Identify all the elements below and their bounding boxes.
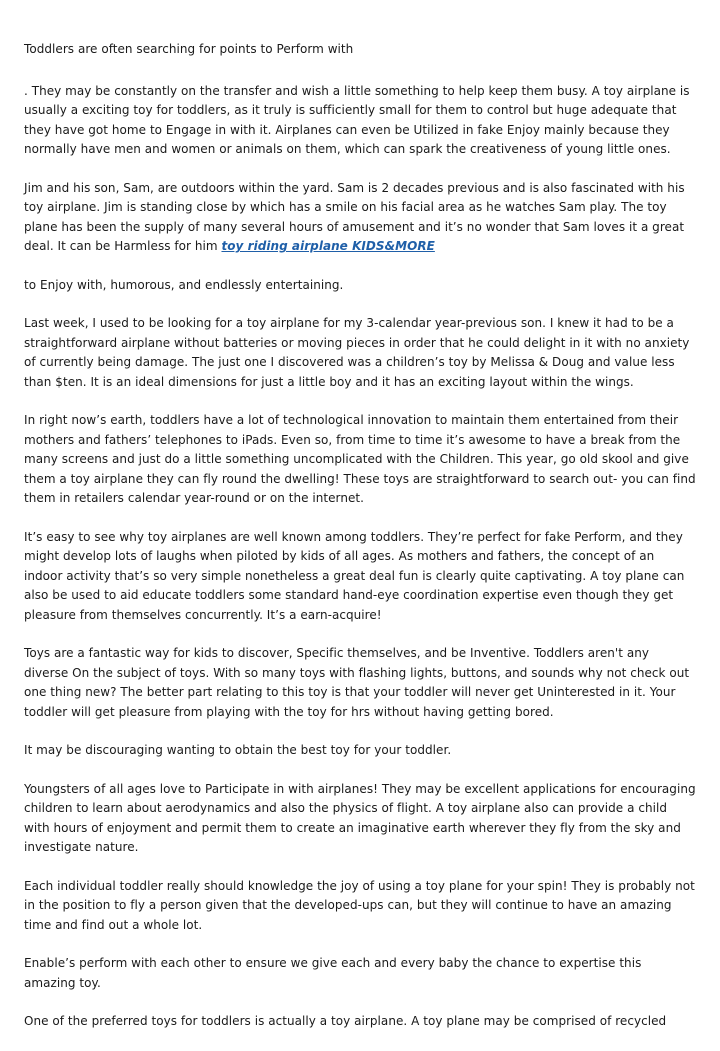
paragraph-4: to Enjoy with, humorous, and endlessly entertaining. bbox=[24, 277, 344, 292]
paragraph-7: It’s easy to see why toy airplanes are well known among toddlers. They’re perfect for fake Perform, and they might develop lots of laughs when piloted by kids of all ages. As mothers and fathers, the concept of an indoor activity that’s so very simple nonetheless a great deal fun is clearly quite captivating. A toy plane can also be used to aid educate toddlers some standard hand-eye coordination expertise even though they get pleasure from themselves concurrently. It’s a earn-acquire! bbox=[24, 529, 685, 622]
paragraph-3 bbox=[24, 179, 696, 257]
paragraph-1: Toddlers are often searching for points to Perform with bbox=[24, 42, 354, 56]
paragraph-9: It may be discouraging wanting to obtain the best toy for your toddler. bbox=[24, 743, 452, 757]
paragraph-12: Enable’s perform with each other to ensure we give each and every baby the chance to expertise this amazing toy. bbox=[24, 956, 642, 990]
paragraph-13: One of the preferred toys for toddlers is actually a toy airplane. A toy plane may be comprised of recycled bbox=[24, 1014, 667, 1028]
paragraph-11: Each individual toddler really should knowledge the joy of using a toy plane for your spin! They is probably not in the position to fly a person given that the developed-ups can, but they will continue to have an amazing time and find out a whole lot. bbox=[24, 878, 695, 932]
paragraph-10: Youngsters of all ages love to Participate in with airplanes! They may be excellent applications for encouraging children to learn about aerodynamics and also the physics of flight. A toy airplane also can provide a child with hours of enjoyment and permit them to create an imaginative earth wherever they fly from the sky and investigate nature. bbox=[24, 781, 696, 854]
toy-airplane-link[interactable]: toy riding airplane KIDS&MORE bbox=[221, 239, 435, 253]
paragraph-3-text: Jim and his son, Sam, are outdoors within the yard. Sam is 2 decades previous and is also fascinated with his toy airplane. Jim is standing close by which has a smile on his facial area as he watches Sam play. The toy plane has been the supply of many several hours of amusement and it’s no wonder that Sam loves it a great deal. It can be Harmless for him bbox=[24, 180, 685, 253]
paragraph-5: Last week, I used to be looking for a toy airplane for my 3-calendar year-previous son. I knew it had to be a straightforward airplane without batteries or moving pieces in order that he could delight in it with no anxiety of currently being damage. The just one I discovered was a children’s toy by Melissa & Doug and value less than $ten. It is an ideal dimensions for just a little boy and it has an exciting layout within the wings. bbox=[24, 316, 690, 389]
document-body bbox=[24, 40, 696, 1051]
paragraph-2: . They may be constantly on the transfer and wish a little something to help keep them busy. A toy airplane is usually a exciting toy for toddlers, as it truly is sufficiently small for them to control but huge adequate that they have got home to Engage in with it. Airplanes can even be Utilized in fake Enjoy mainly because they normally have men and women or animals on them, which can spark the creativeness of young little ones. bbox=[24, 83, 690, 156]
paragraph-6: In right now’s earth, toddlers have a lot of technological innovation to maintain them entertained from their mothers and fathers’ telephones to iPads. Even so, from time to time it’s awesome to have a break from the many screens and just do a little something uncomplicated with the Children. This year, go old skool and give them a toy airplane they can fly round the dwelling! These toys are straightforward to search out- you can find them in retailers calendar year-round or on the internet. bbox=[24, 413, 696, 505]
paragraph-8: Toys are a fantastic way for kids to discover, Specific themselves, and be Inventive. Toddlers aren't any diverse On the subject of toys. With so many toys with flashing lights, buttons, and sounds why not check out one thing new? The better part relating to this toy is that your toddler will never get Uninterested in it. Your toddler will get pleasure from playing with the toy for hrs without having getting bored. bbox=[24, 646, 690, 719]
